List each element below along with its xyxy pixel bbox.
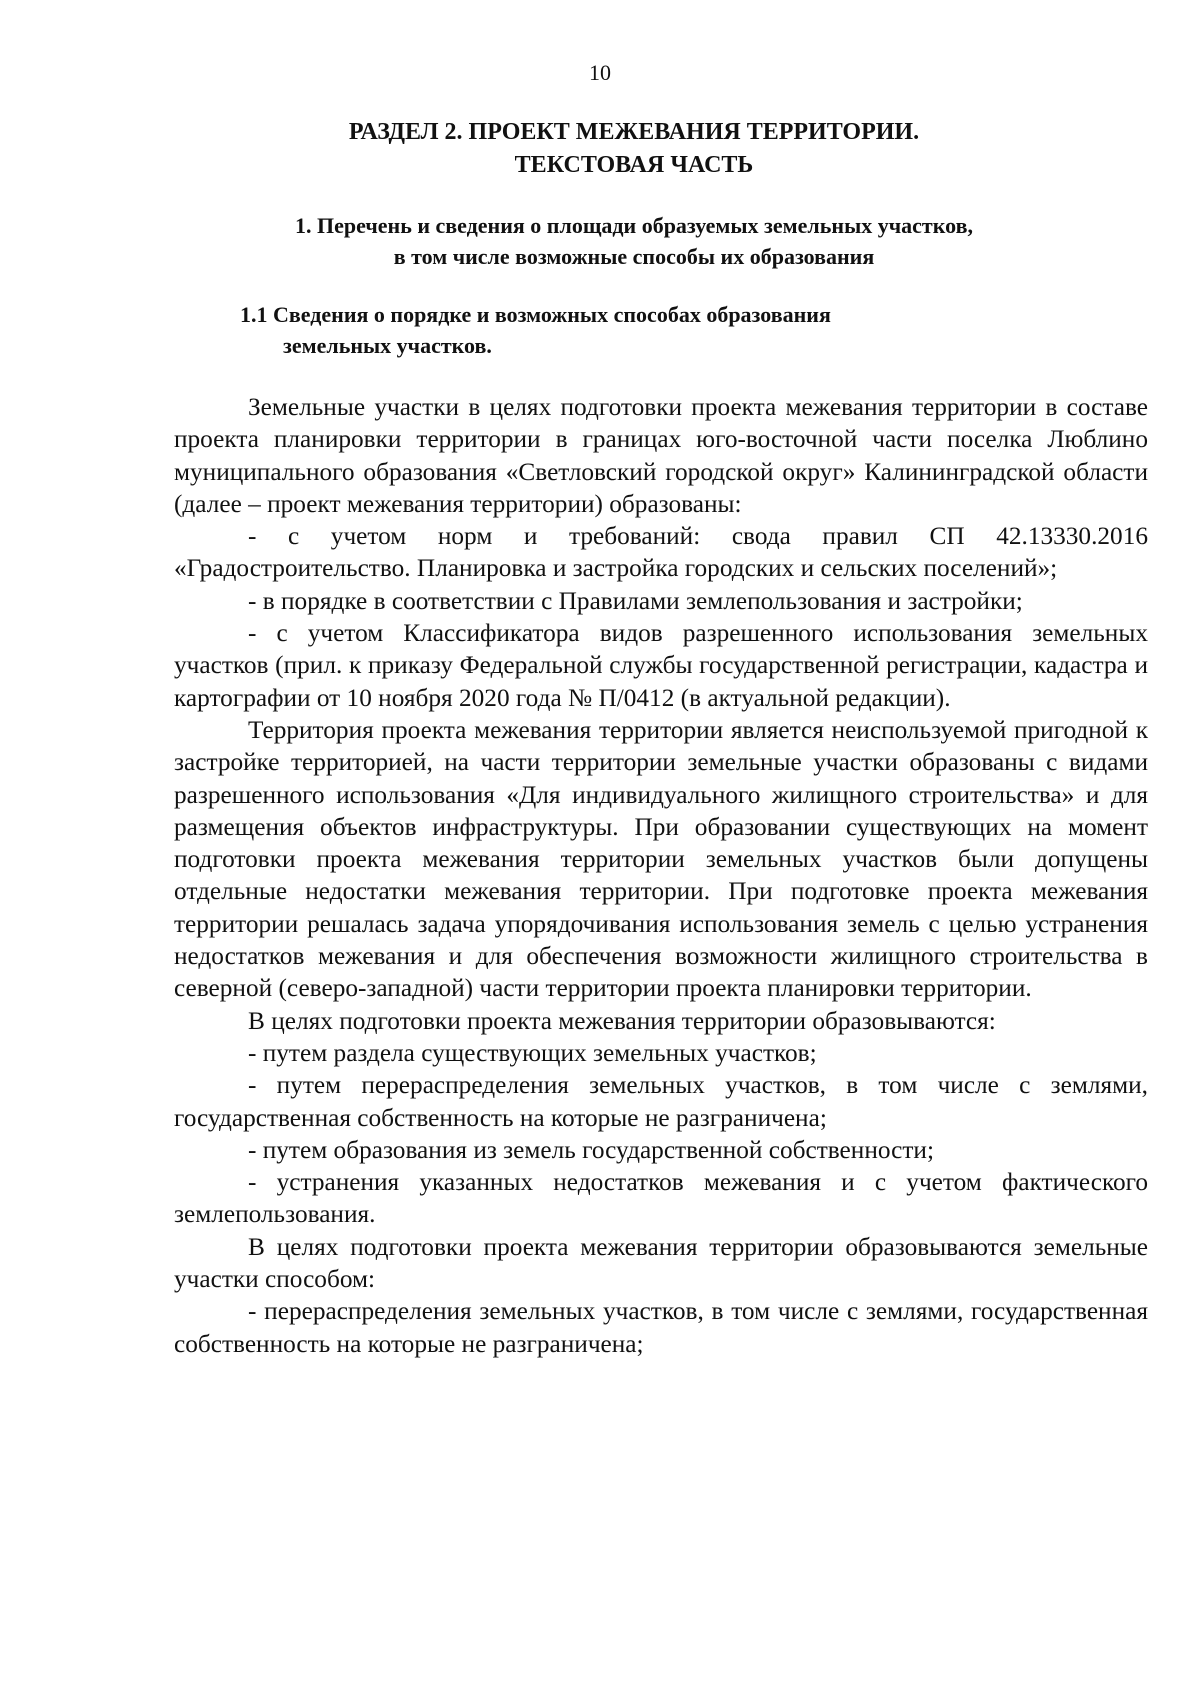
list-item: - с учетом норм и требований: свода правил СП 42.13330.2016 «Градостроительство. Планировка и застройка городских и сельских поселений»;: [174, 522, 1148, 583]
subsection-heading-line-2: земельных участков.: [283, 333, 492, 358]
section-heading-line-1: 1. Перечень и сведения о площади образуемых земельных участков,: [295, 213, 973, 238]
list-item: - с учетом Классификатора видов разрешенного использования земельных участков (прил. к приказу Федеральной службы государственной регистрации, кадастра и картографии от 10 ноября 2020 года № П/0412 (в актуальной редакции).: [174, 619, 1148, 712]
list-item: - в порядке в соответствии с Правилами землепользования и застройки;: [248, 586, 1023, 615]
page-number: 10: [589, 60, 611, 85]
page-title-line-1: РАЗДЕЛ 2. ПРОЕКТ МЕЖЕВАНИЯ ТЕРРИТОРИИ.: [348, 119, 920, 145]
paragraph: В целях подготовки проекта межевания территории образовываются земельные участки способом:: [174, 1232, 1148, 1294]
subsection-heading-line-1: 1.1 Сведения о порядке и возможных способах образования: [240, 302, 831, 327]
page-title-line-2: ТЕКСТОВАЯ ЧАСТЬ: [514, 152, 754, 178]
paragraph: В целях подготовки проекта межевания территории образовываются:: [248, 1006, 996, 1035]
subsection-heading: [240, 299, 1000, 361]
list-item: - путем образования из земель государственной собственности;: [248, 1135, 934, 1164]
section-heading-line-2: в том числе возможные способы их образования: [393, 244, 875, 269]
list-item: - перераспределения земельных участков, в том числе с землями, государственная собственность на которые не разграничена;: [174, 1297, 1148, 1358]
body-text: [174, 391, 1148, 1360]
paragraph: Земельные участки в целях подготовки проекта межевания территории в составе проекта планировки территории в границах юго-восточной части поселка Люблино муниципального образования «Светловский городской округ» Калининградской области (далее – проект межевания территории) образованы:: [174, 393, 1148, 518]
list-item: - устранения указанных недостатков межевания и с учетом фактического землепользования.: [174, 1168, 1148, 1229]
page-title: [230, 116, 1038, 182]
list-item: - путем перераспределения земельных участков, в том числе с землями, государственная собственность на которые не разграничена;: [174, 1071, 1148, 1132]
list-item: - путем раздела существующих земельных участков;: [248, 1038, 817, 1067]
section-heading: [230, 210, 1038, 272]
paragraph: Территория проекта межевания территории является неиспользуемой пригодной к застройке территорией, на части территории земельные участки образованы с видами разрешенного использования «Для индивидуального жилищного строительства» и для размещения объектов инфраструктуры. При образовании существующих на момент подготовки проекта межевания территории земельных участков были допущены отдельные недостатки межевания территории. При подготовке проекта межевания территории решалась задача упорядочивания использования земель с целью устранения недостатков межевания и для обеспечения возможности жилищного строительства в северной (северо-западной) части территории проекта планировки территории.: [174, 715, 1148, 1003]
